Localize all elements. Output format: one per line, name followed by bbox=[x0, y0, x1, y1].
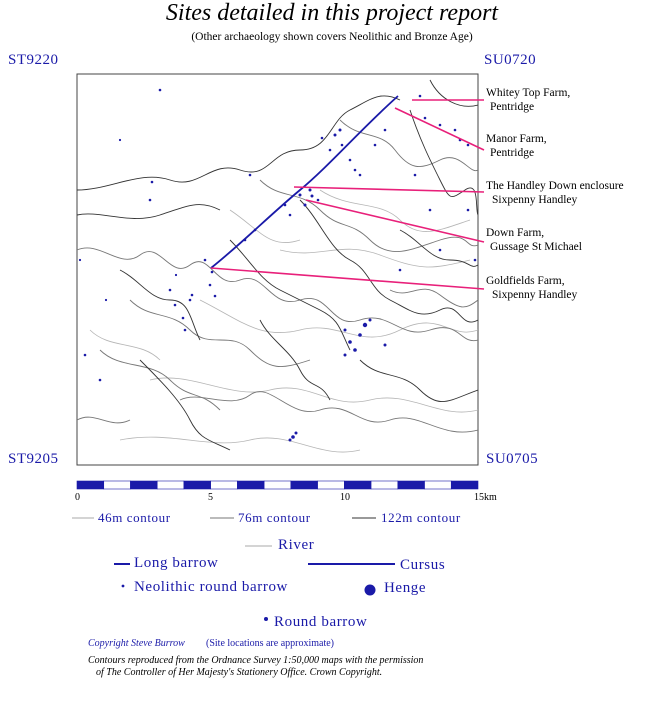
os-credit-line-2: of The Controller of Her Majesty's Stationery Office. Crown Copyright. bbox=[96, 667, 383, 678]
site-label-goldfields-farm: Goldfields Farm, Sixpenny Handley bbox=[486, 275, 578, 301]
legend-46m-contour: 46m contour bbox=[98, 510, 171, 525]
grid-ref-top-left: ST9220 bbox=[8, 52, 59, 68]
legend-long-barrow: Long barrow bbox=[134, 555, 219, 571]
legend-round-barrow: Round barrow bbox=[274, 614, 368, 630]
site-label-handley-down: The Handley Down enclosure Sixpenny Handley bbox=[486, 180, 624, 206]
legend-122m-contour: 122m contour bbox=[381, 510, 461, 525]
legend-henge: Henge bbox=[384, 580, 427, 596]
approx-note: (Site locations are approximate) bbox=[206, 638, 335, 649]
map-title: Sites detailed in this project report bbox=[165, 0, 499, 26]
grid-ref-top-right: SU0720 bbox=[484, 52, 537, 68]
scale-tick-10: 10 bbox=[340, 492, 350, 503]
legend-river: River bbox=[278, 537, 315, 553]
copyright-text: Copyright Steve Burrow bbox=[88, 638, 185, 649]
os-credit-line-1: Contours reproduced from the Ordnance Survey 1:50,000 maps with the permission bbox=[88, 655, 424, 666]
site-label-whitey-top-farm: Whitey Top Farm, Pentridge bbox=[486, 87, 571, 113]
scale-unit: km bbox=[484, 492, 497, 503]
scale-tick-5: 5 bbox=[208, 492, 213, 503]
grid-ref-bottom-right: SU0705 bbox=[486, 451, 539, 467]
scale-tick-0: 0 bbox=[75, 492, 80, 503]
legend-neolithic-round-barrow: Neolithic round barrow bbox=[134, 579, 288, 595]
map-subtitle: (Other archaeology shown covers Neolithic and Bronze Age) bbox=[191, 31, 473, 43]
legend-cursus: Cursus bbox=[400, 557, 446, 573]
site-label-down-farm: Down Farm, Gussage St Michael bbox=[486, 227, 582, 253]
scale-tick-15: 15km bbox=[474, 492, 497, 503]
site-label-manor-farm: Manor Farm, Pentridge bbox=[486, 133, 547, 159]
legend-76m-contour: 76m contour bbox=[238, 510, 311, 525]
grid-ref-bottom-left: ST9205 bbox=[8, 451, 59, 467]
